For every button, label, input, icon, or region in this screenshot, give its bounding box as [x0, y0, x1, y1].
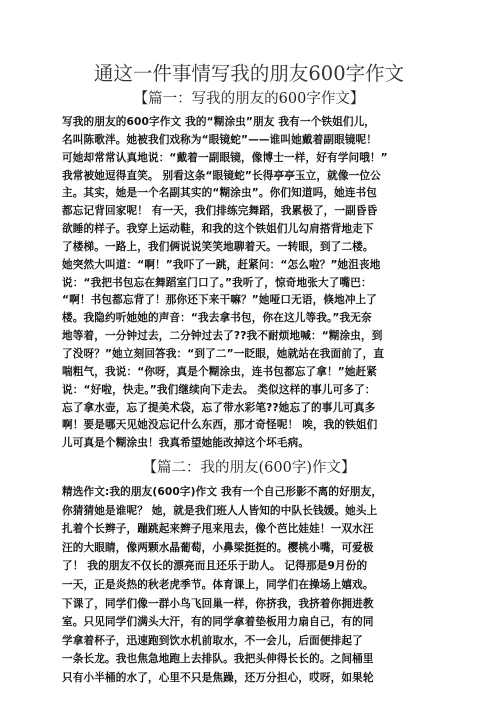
text-line: 她突然大叫道：“啊！”我吓了一跳，赶紧问：“怎么啦？”她沮丧地 [62, 258, 381, 271]
text-line: 喘粗气，我说：“你呀，真是个糊涂虫，连书包都忘了拿！”她赶紧 [62, 365, 378, 378]
text-line: 精选作文:我的朋友(600字)作文 我有一个自己形影不离的好朋友， [62, 486, 383, 499]
section-heading-2: 【篇二：我的朋友(600字)作文】 [142, 460, 356, 477]
text-line: 汪的大眼睛，像两颗水晶葡萄，小鼻梁挺挺的。樱桃小嘴，可爱极 [62, 541, 374, 554]
text-line: 只有小半桶的水了，心里不只是焦躁，还万分担心，哎呀，如果轮 [62, 671, 374, 684]
section-body-2 [62, 483, 436, 688]
text-line: 啊！要是哪天见她没忘记什么东西，那才奇怪呢！ 唉，我的铁姐们 [62, 419, 378, 432]
section-heading-1: 【篇一：写我的朋友的600字作文】 [133, 91, 365, 107]
text-line: 可她却常常认真地说：“戴着一副眼镜，像博士一样，好有学问哦！” [62, 151, 388, 164]
text-line: 说：“我把书包忘在舞蹈室门口了。”我听了，惊奇地张大了嘴巴： [62, 276, 372, 289]
text-line: 室。只见同学们满头大汗，有的同学拿着垫板用力扇自己，有的同 [62, 616, 374, 629]
text-line: 都忘记背回家呢！ 有一天，我们排练完舞蹈，我累极了，一副昏昏 [62, 205, 378, 218]
text-line: 忘了拿水壶，忘了提美术袋，忘了带水彩笔??她忘了的事儿可真多 [62, 401, 376, 414]
text-line: 儿可真是个糊涂虫！我真希望她能改掉这个坏毛病。 [62, 437, 310, 450]
text-line: 我常被她逗得直笑。 别看这条“眼镜蛇”长得亭亭玉立，就像一位公 [62, 169, 381, 182]
text-line: 了没呀？”她立刻回答我：“到了二”一眨眼，她就站在我面前了，直 [62, 347, 385, 360]
text-line: 欲睡的样子。我穿上运动鞋，和我的这个铁姐们儿勾肩搭背地走下 [62, 223, 374, 236]
text-line: 了！ 我的朋友不仅长的漂亮而且还乐于助人。 记得那是9月份的 [62, 560, 368, 573]
text-line: 扎着个长辫子，蹦跳起来辫子甩来甩去，像个芭比娃娃！一双水汪 [62, 523, 374, 536]
text-line: 说：“好啦，快走。”我们继续向下走去。 类似这样的事儿可多了： [62, 383, 376, 396]
text-line: 写我的朋友的600字作文 我的“糊涂虫”朋友 我有一个铁姐们儿， [62, 116, 376, 128]
text-line: 一条长龙。我也焦急地跑上去排队。我把头伸得长长的。之间桶里 [62, 653, 374, 666]
text-line: 你猜猜她是谁呢？ 她，就是我们班人人皆知的中队长钱媛。她头上 [62, 504, 378, 517]
text-line: 学拿着杯子，迅速跑到饮水机前取水，不一会儿，后面便排起了 [62, 634, 363, 647]
document-title: 通这一件事情写我的朋友600字作文 [93, 62, 405, 85]
text-line: “啊！书包都忘背了！那你还下来干嘛？”她哑口无语，倏地冲上了 [62, 294, 378, 307]
text-line: 地等着，一分钟过去，二分钟过去了??我不耐烦地喊：“糊涂虫，到 [62, 330, 383, 343]
text-line: 楼。我隐约听她她的声音：“我去拿书包，你在这儿等我。”我无奈 [62, 312, 372, 325]
section-body-1 [62, 114, 436, 453]
text-line: 名叫陈歌泮。她被我们戏称为“眼镜蛇”——谁叫她戴着副眼镜呢！ [62, 133, 378, 146]
text-line: 了楼梯。一路上，我们俩说说笑笑地聊着天。一转眼，到了二楼。 [62, 240, 374, 253]
text-line: 一天，正是炎热的秋老虎季节。体育课上，同学们在操场上嬉戏。 [62, 579, 374, 591]
text-line: 主。其实，她是一个名副其实的“糊涂虫”。你们知道吗，她连书包 [62, 187, 378, 200]
text-line: 下课了，同学们像一群小鸟飞回巢一样，你挤我，我挤着你拥进教 [62, 597, 374, 610]
